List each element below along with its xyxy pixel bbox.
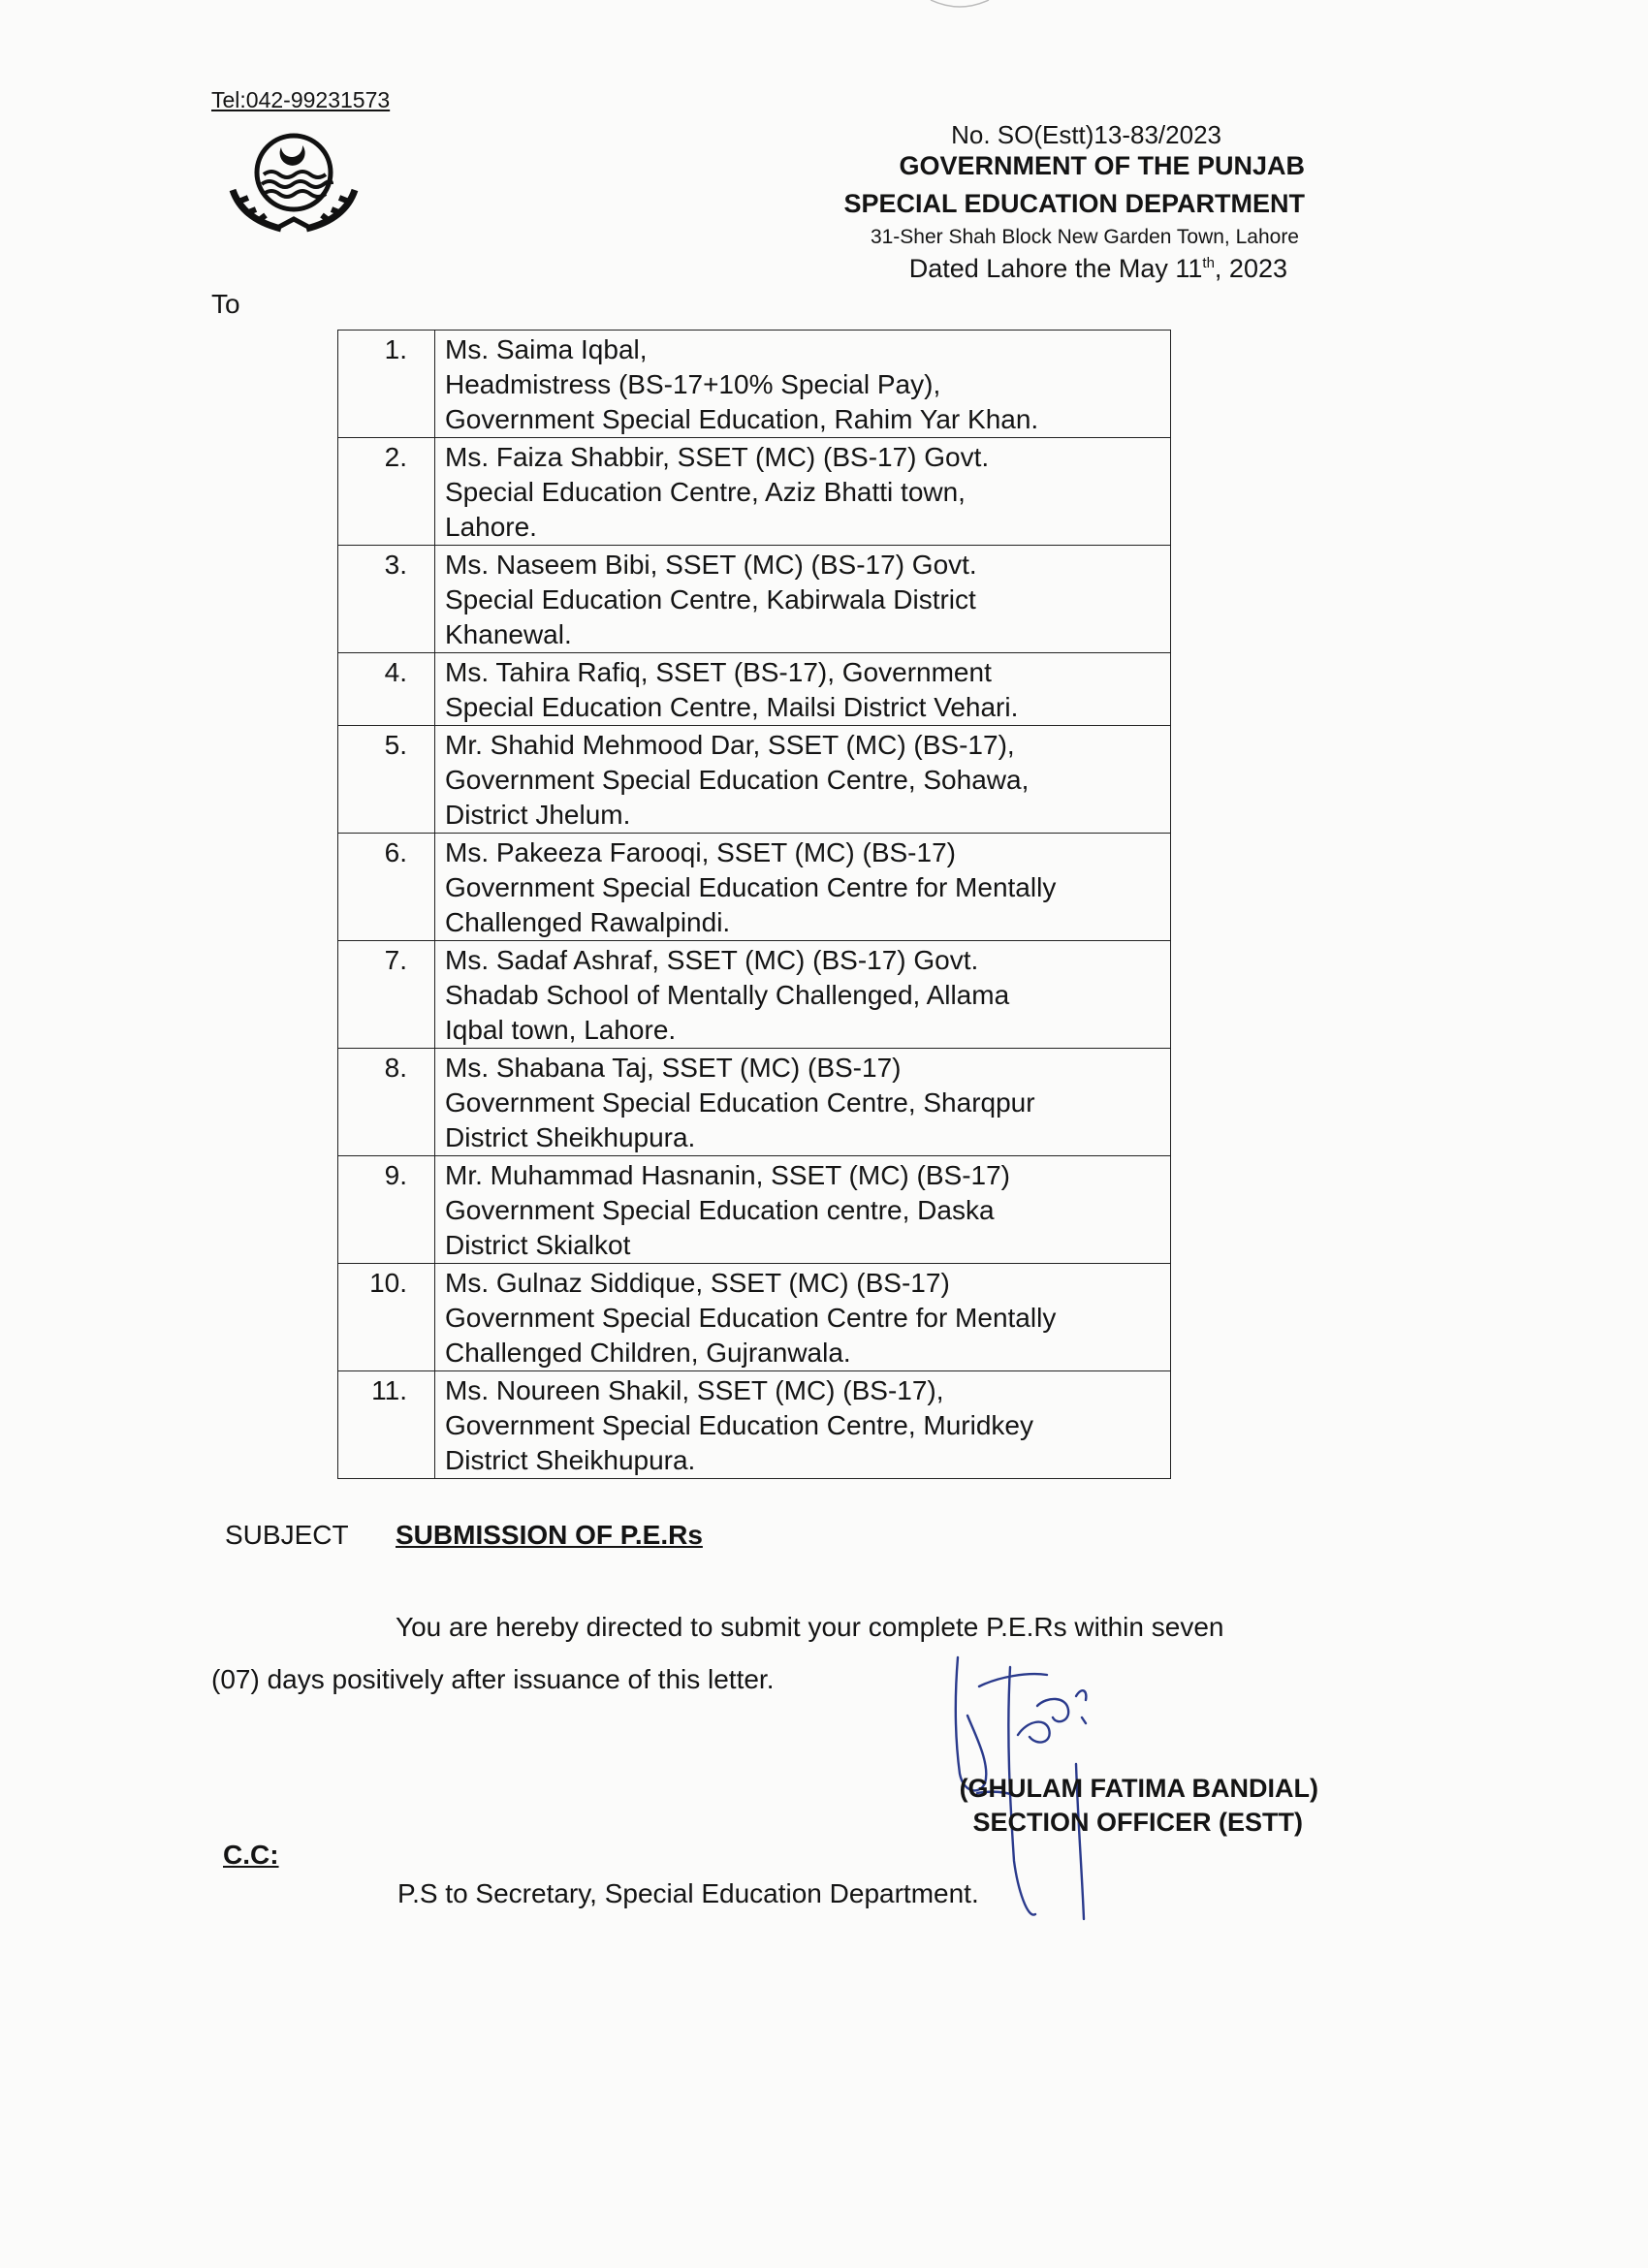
recipient-address — [435, 834, 1171, 941]
recipient-address — [435, 1049, 1171, 1156]
recipient-row — [338, 653, 1171, 726]
recipient-address-line: Government Special Education Centre for Mentally — [445, 872, 1057, 902]
recipient-number: 10. — [338, 1264, 435, 1371]
punjab-government-logo — [225, 126, 363, 235]
recipient-number: 9. — [338, 1156, 435, 1264]
recipient-row — [338, 1049, 1171, 1156]
recipient-row — [338, 331, 1171, 438]
recipient-number: 5. — [338, 726, 435, 834]
recipient-address-line: Ms. Tahira Rafiq, SSET (BS-17), Government — [445, 657, 992, 687]
recipient-address-line: Government Special Education centre, Daska — [445, 1195, 995, 1225]
government-name: GOVERNMENT OF THE PUNJAB — [899, 151, 1305, 180]
signatory-title: SECTION OFFICER (ESTT) — [972, 1808, 1303, 1837]
department-address: 31-Sher Shah Block New Garden Town, Lahore — [870, 226, 1299, 248]
recipient-address-line: Government Special Education Centre, Sohawa, — [445, 765, 1030, 795]
recipient-address-line: Iqbal town, Lahore. — [445, 1015, 677, 1045]
recipient-address-line: Challenged Rawalpindi. — [445, 907, 731, 937]
recipient-address-line: Government Special Education Centre for Mentally — [445, 1303, 1057, 1333]
recipient-address-line: Shadab School of Mentally Challenged, Allama — [445, 980, 1010, 1010]
recipient-row — [338, 726, 1171, 834]
recipient-address-line: Ms. Gulnaz Siddique, SSET (MC) (BS-17) — [445, 1268, 950, 1298]
recipient-address-line: District Jhelum. — [445, 800, 631, 830]
recipient-address-line: Mr. Muhammad Hasnanin, SSET (MC) (BS-17) — [445, 1160, 1010, 1190]
recipient-address — [435, 331, 1171, 438]
recipient-address — [435, 653, 1171, 726]
recipient-address — [435, 726, 1171, 834]
recipients-table-body — [338, 331, 1171, 1479]
recipient-number: 2. — [338, 438, 435, 546]
recipient-address-line: Government Special Education Centre, Muridkey — [445, 1410, 1033, 1440]
subject-label: SUBJECT — [225, 1520, 349, 1550]
recipient-address-line: Mr. Shahid Mehmood Dar, SSET (MC) (BS-17), — [445, 730, 1015, 760]
recipient-address-line: Special Education Centre, Mailsi District Vehari. — [445, 692, 1019, 722]
date-prefix: Dated Lahore the May 11 — [908, 254, 1203, 283]
telephone-number: Tel:042-99231573 — [211, 87, 391, 112]
date-suffix: th — [1202, 255, 1215, 271]
body-text-line-1: You are hereby directed to submit your complete P.E.Rs within seven — [396, 1612, 1224, 1642]
department-name: SPECIAL EDUCATION DEPARTMENT — [843, 189, 1305, 218]
to-label: To — [211, 289, 240, 319]
recipient-address-line: Special Education Centre, Kabirwala District — [445, 584, 976, 614]
recipient-address-line: Ms. Naseem Bibi, SSET (MC) (BS-17) Govt. — [445, 550, 977, 580]
recipient-address-line: District Skialkot — [445, 1230, 631, 1260]
recipient-row — [338, 1371, 1171, 1479]
recipient-row — [338, 834, 1171, 941]
recipient-number: 3. — [338, 546, 435, 653]
recipient-number: 7. — [338, 941, 435, 1049]
recipient-address-line: Ms. Shabana Taj, SSET (MC) (BS-17) — [445, 1053, 902, 1083]
recipient-address — [435, 1156, 1171, 1264]
recipient-address-line: Headmistress (BS-17+10% Special Pay), — [445, 369, 941, 399]
letter-number: No. SO(Estt)13-83/2023 — [951, 120, 1221, 149]
recipient-address-line: Ms. Saima Iqbal, — [445, 334, 648, 364]
letter-date — [909, 254, 1287, 284]
recipient-address-line: Ms. Faiza Shabbir, SSET (MC) (BS-17) Govt. — [445, 442, 990, 472]
recipient-address-line: Government Special Education Centre, Sharqpur — [445, 1087, 1035, 1118]
recipient-number: 8. — [338, 1049, 435, 1156]
recipients-table — [337, 330, 1171, 1479]
cc-label: C.C: — [223, 1840, 279, 1870]
recipient-address — [435, 1264, 1171, 1371]
recipient-address-line: Lahore. — [445, 512, 537, 542]
page-edge-mark — [921, 0, 998, 14]
recipient-address-line: Ms. Sadaf Ashraf, SSET (MC) (BS-17) Govt. — [445, 945, 979, 975]
body-text-line-2: (07) days positively after issuance of this letter. — [211, 1664, 775, 1694]
recipient-address-line: Khanewal. — [445, 619, 572, 649]
recipient-address — [435, 1371, 1171, 1479]
recipient-row — [338, 1156, 1171, 1264]
recipient-address-line: Ms. Pakeeza Farooqi, SSET (MC) (BS-17) — [445, 837, 956, 867]
recipient-number: 11. — [338, 1371, 435, 1479]
recipient-row — [338, 941, 1171, 1049]
recipient-number: 6. — [338, 834, 435, 941]
recipient-address — [435, 546, 1171, 653]
recipient-address-line: District Sheikhupura. — [445, 1122, 696, 1152]
recipient-row — [338, 1264, 1171, 1371]
recipient-number: 4. — [338, 653, 435, 726]
cc-recipient: P.S to Secretary, Special Education Department. — [397, 1878, 979, 1908]
recipient-address — [435, 941, 1171, 1049]
signatory-name: (GHULAM FATIMA BANDIAL) — [959, 1774, 1318, 1803]
recipient-address-line: District Sheikhupura. — [445, 1445, 696, 1475]
recipient-address — [435, 438, 1171, 546]
recipient-row — [338, 546, 1171, 653]
recipient-address-line: Ms. Noureen Shakil, SSET (MC) (BS-17), — [445, 1375, 944, 1405]
recipient-address-line: Challenged Children, Gujranwala. — [445, 1338, 851, 1368]
date-year: , 2023 — [1214, 254, 1287, 283]
recipient-number: 1. — [338, 331, 435, 438]
recipient-address-line: Government Special Education, Rahim Yar Khan. — [445, 404, 1039, 434]
recipient-address-line: Special Education Centre, Aziz Bhatti town, — [445, 477, 966, 507]
subject-text: SUBMISSION OF P.E.Rs — [396, 1520, 703, 1550]
recipient-row — [338, 438, 1171, 546]
